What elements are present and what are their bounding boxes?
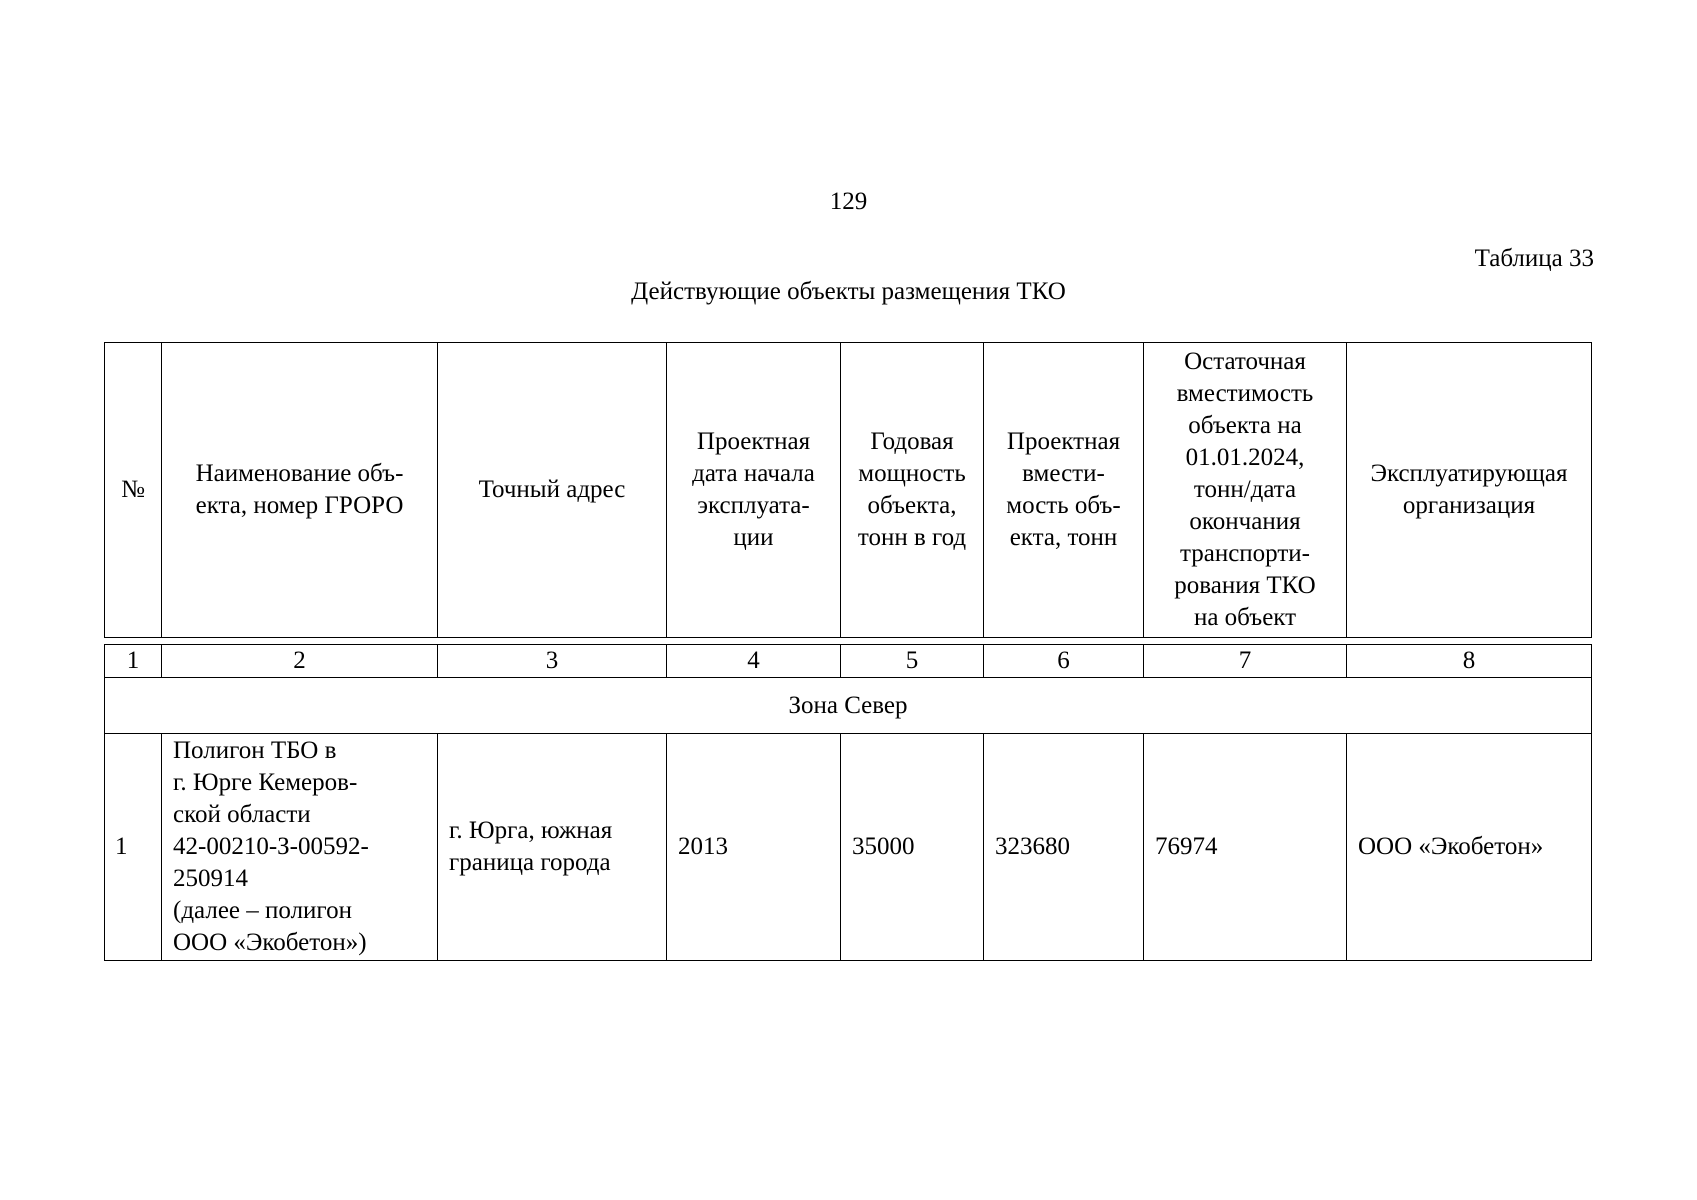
table-header bbox=[104, 342, 1592, 638]
table-body bbox=[104, 644, 1592, 961]
header-line: вместимость bbox=[1176, 380, 1314, 407]
header-cell-no bbox=[105, 343, 162, 638]
header-line: мощность bbox=[858, 460, 966, 487]
header-line: Годовая bbox=[870, 428, 954, 455]
header-cell-object-name bbox=[162, 343, 438, 638]
table-row bbox=[105, 734, 1592, 961]
header-line: рования ТКО bbox=[1174, 572, 1316, 599]
header-line: объекта на bbox=[1188, 412, 1302, 439]
header-line: окончания bbox=[1189, 508, 1301, 535]
table-title: Действующие объекты размещения ТКО bbox=[631, 278, 1066, 305]
header-line: транспорти- bbox=[1180, 540, 1310, 567]
column-number: 6 bbox=[984, 645, 1144, 678]
header-line: ции bbox=[733, 524, 774, 551]
header-line: Наименование объ- bbox=[195, 460, 404, 487]
header-line: дата начала bbox=[692, 460, 815, 487]
column-number: 1 bbox=[105, 645, 162, 678]
header-line: организация bbox=[1402, 492, 1536, 519]
column-number: 7 bbox=[1144, 645, 1347, 678]
row-number: 1 bbox=[105, 734, 162, 961]
start-date-cell: 2013 bbox=[667, 734, 841, 961]
header-line: екта, номер ГРОРО bbox=[195, 492, 404, 519]
header-cell-annual-capacity bbox=[841, 343, 984, 638]
column-number-row bbox=[105, 645, 1592, 678]
page-number: 129 bbox=[829, 188, 868, 215]
column-number: 8 bbox=[1347, 645, 1592, 678]
header-cell-operator bbox=[1347, 343, 1592, 638]
header-cell-address bbox=[438, 343, 667, 638]
residual-capacity-cell: 76974 bbox=[1144, 734, 1347, 961]
object-name-cell bbox=[162, 734, 438, 961]
header-cell-residual-capacity bbox=[1144, 343, 1347, 638]
zone-name: Зона Север bbox=[105, 678, 1592, 734]
header-line: эксплуата- bbox=[697, 492, 810, 519]
object-name-line: ООО «Экобетон») bbox=[173, 929, 367, 956]
object-name-line: ской области bbox=[173, 801, 311, 828]
object-name-line: (далее – полигон bbox=[173, 897, 352, 924]
column-number: 4 bbox=[667, 645, 841, 678]
header-line: Эксплуатирующая bbox=[1370, 460, 1568, 487]
header-line: тонн в год bbox=[857, 524, 967, 551]
annual-capacity-cell: 35000 bbox=[841, 734, 984, 961]
header-line: № bbox=[121, 476, 145, 503]
column-number: 3 bbox=[438, 645, 667, 678]
object-name-line: 250914 bbox=[173, 865, 248, 892]
header-line: вмести- bbox=[1022, 460, 1105, 487]
table-label: Таблица 33 bbox=[1474, 245, 1594, 272]
object-name-line: Полигон ТБО в bbox=[173, 737, 337, 764]
zone-row bbox=[105, 678, 1592, 734]
header-line: на объект bbox=[1193, 604, 1297, 631]
header-line: Проектная bbox=[696, 428, 811, 455]
header-cell-start-date bbox=[667, 343, 841, 638]
header-line: екта, тонн bbox=[1009, 524, 1118, 551]
address-line: граница города bbox=[449, 849, 611, 876]
column-number: 5 bbox=[841, 645, 984, 678]
header-line: Остаточная bbox=[1184, 348, 1306, 375]
header-line: объекта, bbox=[867, 492, 957, 519]
operator-cell: ООО «Экобетон» bbox=[1347, 734, 1592, 961]
header-line: 01.01.2024, bbox=[1185, 444, 1305, 471]
header-cell-design-capacity bbox=[984, 343, 1144, 638]
column-number: 2 bbox=[162, 645, 438, 678]
address-line: г. Юрга, южная bbox=[449, 817, 613, 844]
header-line: мость объ- bbox=[1006, 492, 1121, 519]
header-line: Проектная bbox=[1006, 428, 1121, 455]
header-line: тонн/дата bbox=[1193, 476, 1297, 503]
object-name-line: г. Юрге Кемеров- bbox=[173, 769, 358, 796]
header-line: Точный адрес bbox=[478, 476, 626, 503]
design-capacity-cell: 323680 bbox=[984, 734, 1144, 961]
address-cell bbox=[438, 734, 667, 961]
object-name-line: 42-00210-З-00592- bbox=[173, 833, 369, 860]
